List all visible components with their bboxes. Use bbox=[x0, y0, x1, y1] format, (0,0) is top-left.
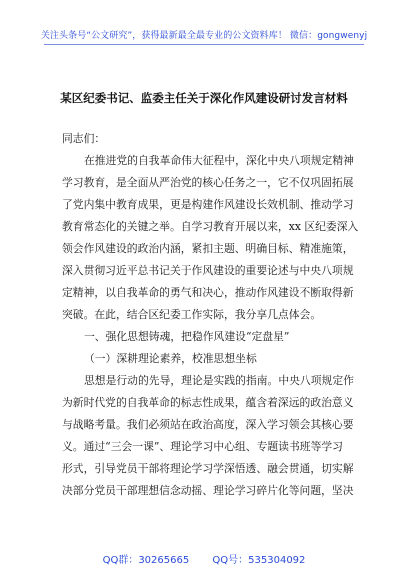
paragraph-line: 学习教育，是全面从严治党的核心任务之一，它不仅巩固拓展 bbox=[62, 176, 354, 189]
subsection-heading: （一）深耕理论素养，校准思想坐标 bbox=[84, 352, 257, 365]
salutation-line: 同志们： bbox=[62, 132, 106, 145]
paragraph-line: 教育常态化的关键之举。自学习教育开展以来，xx 区纪委深入 bbox=[62, 220, 359, 233]
paragraph-line: 突破。在此，结合区纪委工作实际，我分享几点体会。 bbox=[62, 308, 322, 321]
paragraph-line: 了党内集中教育成果，更是构建作风建设长效机制、推动学习 bbox=[62, 198, 354, 211]
paragraph-line: 义。通过“三会一课”、理论学习中心组、专题读书班等学习 bbox=[62, 440, 343, 453]
document-body bbox=[62, 128, 364, 502]
section-heading: 一、强化思想铸魂，把稳作风建设“定盘星” bbox=[84, 330, 290, 343]
footer-qq-group: QQ群：30265665 bbox=[102, 555, 190, 566]
paragraph-line: 思想是行动的先导，理论是实践的指南。中央八项规定作 bbox=[84, 374, 354, 387]
header-divider bbox=[44, 44, 364, 45]
paragraph-line: 形式，引导党员干部将理论学习学深悟透、融会贯通，切实解 bbox=[62, 462, 354, 475]
paragraph-line: 深入贯彻习近平总书记关于作风建设的重要论述与中央八项规 bbox=[62, 264, 354, 277]
footer-qq-number: QQ号：535304092 bbox=[212, 555, 306, 566]
document-title: 某区纪委书记、监委主任关于深化作风建设研讨发言材料 bbox=[60, 91, 348, 105]
paragraph-line: 在推进党的自我革命伟大征程中，深化中央八项规定精神 bbox=[84, 154, 354, 167]
paragraph-line: 为新时代党的自我革命的标志性成果，蕴含着深远的政治意义 bbox=[62, 396, 354, 409]
paragraph-line: 定精神，以自我革命的勇气和决心，推动作风建设不断取得新 bbox=[62, 286, 354, 299]
header-banner: 关注头条号“公文研究”，获得最新最全最专业的公文资料库！ 微信：gongwenyj bbox=[40, 31, 368, 41]
footer-contact bbox=[0, 551, 408, 566]
paragraph-line: 决部分党员干部理想信念动摇、理论学习碎片化等问题，坚决 bbox=[62, 484, 354, 497]
paragraph-line: 领会作风建设的政治内涵，紧扣主题、明确目标、精准施策， bbox=[62, 242, 354, 255]
paragraph-line: 与战略考量。我们必须站在政治高度，深入学习领会其核心要 bbox=[62, 418, 354, 431]
